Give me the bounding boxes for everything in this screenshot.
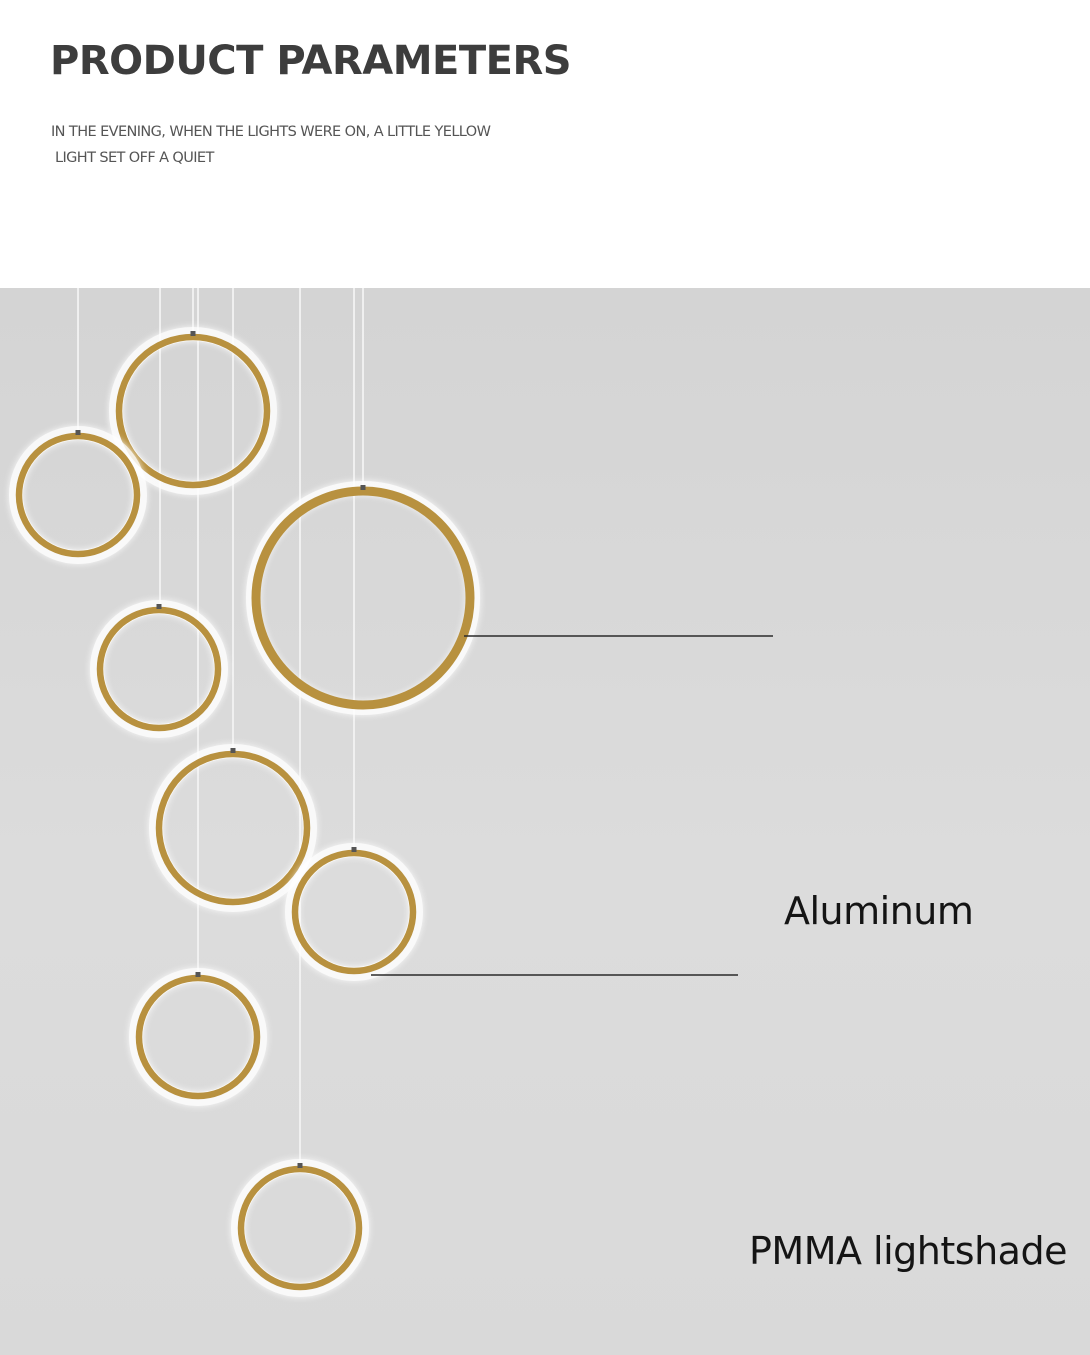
product-photo <box>0 288 1090 1355</box>
aluminum-label: Aluminum <box>784 889 974 933</box>
pendant-rings-illustration <box>0 288 1090 1355</box>
pendant-ring <box>97 604 221 731</box>
subtitle-line-2: LIGHT SET OFF A QUIET <box>55 150 214 166</box>
header <box>0 0 1090 288</box>
pendant-ring <box>238 1163 362 1290</box>
pendant-ring <box>16 430 140 557</box>
pendant-ring <box>136 972 260 1099</box>
page-title: PRODUCT PARAMETERS <box>50 38 572 84</box>
pendant-ring <box>156 748 310 905</box>
pendant-ring <box>253 485 473 708</box>
pmma-lightshade-label: PMMA lightshade <box>749 1229 1067 1273</box>
subtitle-line-1: IN THE EVENING, WHEN THE LIGHTS WERE ON, A LITTLE YELLOW <box>51 124 491 140</box>
pendant-ring <box>292 847 416 974</box>
